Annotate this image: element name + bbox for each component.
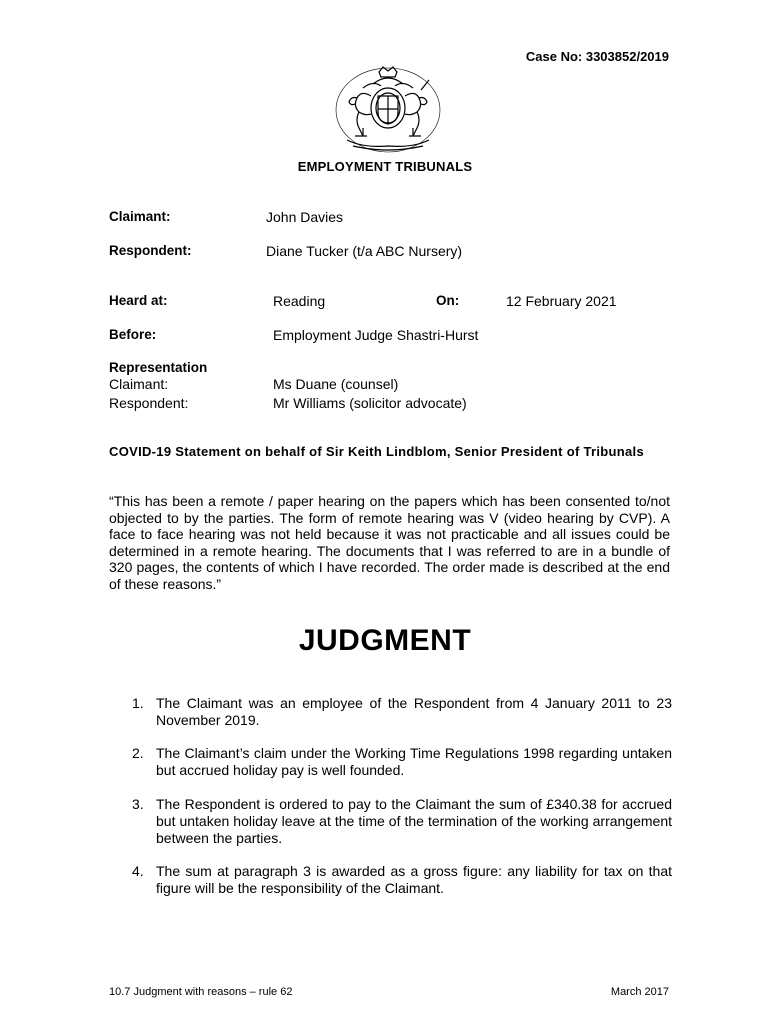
list-item-number: 2.	[132, 745, 144, 761]
list-item	[132, 695, 672, 729]
rep-claimant-value: Ms Duane (counsel)	[273, 376, 399, 392]
list-item-text: The sum at paragraph 3 is awarded as a gross figure: any liability for tax on that figure will be the responsibility of the Claimant.	[156, 863, 672, 896]
list-item	[132, 863, 672, 897]
before-label: Before:	[109, 327, 157, 342]
footer-left: 10.7 Judgment with reasons – rule 62	[109, 986, 293, 998]
respondent-name: Diane Tucker (t/a ABC Nursery)	[266, 243, 463, 259]
list-item-number: 4.	[132, 863, 144, 879]
claimant-name: John Davies	[266, 209, 344, 225]
list-item-number: 3.	[132, 796, 144, 812]
list-item-text: The Claimant’s claim under the Working Time Regulations 1998 regarding untaken but accrued holiday pay is well founded.	[156, 745, 672, 778]
representation-heading: Representation	[109, 360, 208, 375]
before-value: Employment Judge Shastri-Hurst	[273, 327, 479, 343]
list-item-number: 1.	[132, 695, 144, 711]
rep-claimant-label: Claimant:	[109, 376, 169, 392]
judgment-title: JUDGMENT	[298, 624, 472, 657]
royal-coat-of-arms-icon	[333, 66, 443, 154]
heard-at-value: Reading	[273, 293, 326, 309]
covid-statement-heading: COVID-19 Statement on behalf of Sir Keith Lindblom, Senior President of Tribunals	[109, 444, 644, 459]
rep-respondent-label: Respondent:	[109, 395, 189, 411]
covid-statement-body: “This has been a remote / paper hearing on the papers which has been consented to/not objected to by the parties. The form of remote hearing was V (video hearing by CVP). A face to face hearing was not held because it was not practicable and all issues could be determined in a remote hearing. The documents that I was referred to are in a bundle of 320 pages, the contents of which I have recorded. The order made is described at the end of these reasons.”	[109, 493, 670, 592]
claimant-label: Claimant:	[109, 209, 171, 224]
footer-right: March 2017	[610, 986, 669, 998]
on-label: On:	[436, 293, 460, 308]
rep-respondent-value: Mr Williams (solicitor advocate)	[273, 395, 467, 411]
heard-at-label: Heard at:	[109, 293, 168, 308]
tribunal-title: EMPLOYMENT TRIBUNALS	[297, 159, 473, 174]
list-item-text: The Claimant was an employee of the Respondent from 4 January 2011 to 23 November 2019.	[156, 695, 672, 728]
list-item	[132, 745, 672, 779]
respondent-label: Respondent:	[109, 243, 192, 258]
list-item	[132, 796, 672, 847]
on-value: 12 February 2021	[506, 293, 617, 309]
list-item-text: The Respondent is ordered to pay to the Claimant the sum of £340.38 for accrued but untaken holiday leave at the time of the termination of the working arrangement between the parties.	[156, 796, 672, 846]
case-number: Case No: 3303852/2019	[525, 49, 669, 64]
